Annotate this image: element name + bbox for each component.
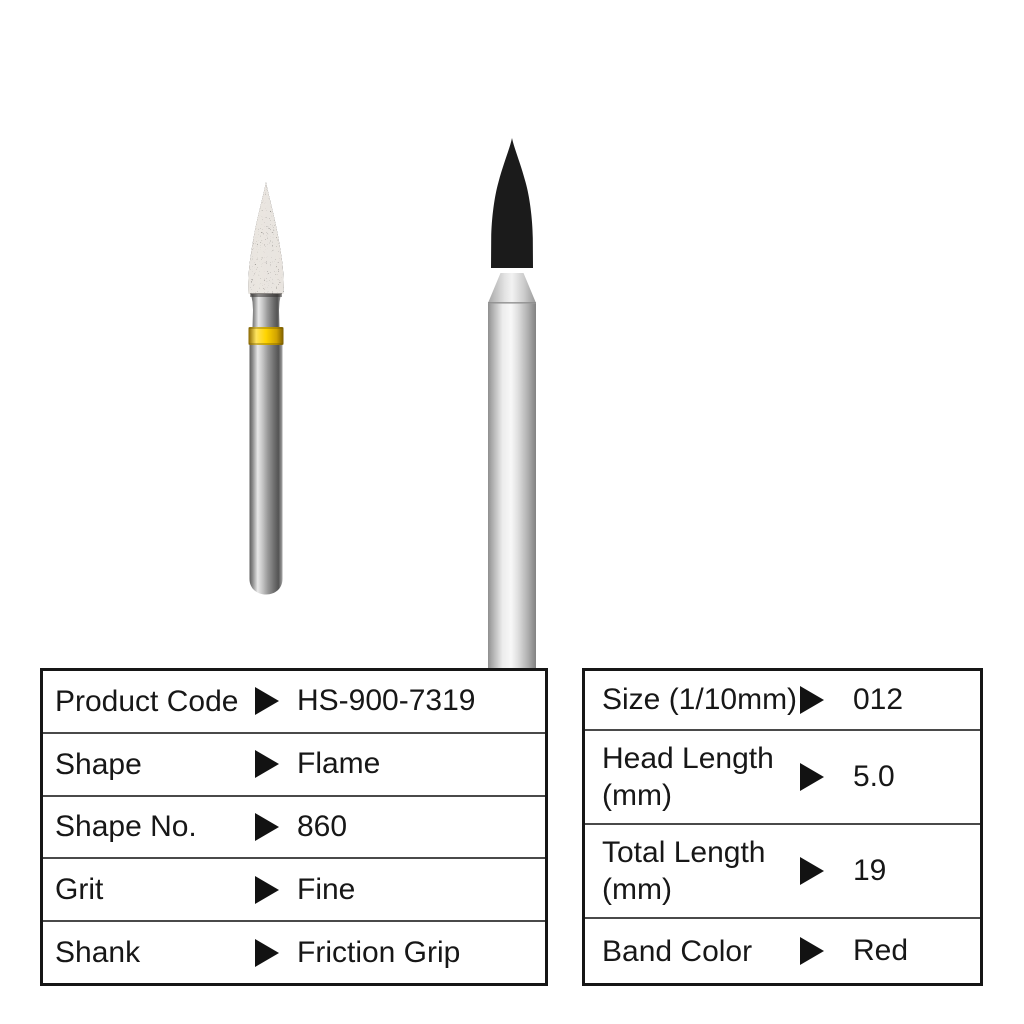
bur-illustration-shank (488, 304, 536, 668)
spec-row-total-length (585, 823, 980, 917)
spec-row-shank (43, 920, 545, 983)
spec-label: Band Color (602, 934, 753, 968)
bur-photo-band (249, 327, 284, 345)
spec-value: 860 (297, 809, 348, 843)
arrow-right-icon (255, 939, 279, 967)
arrow-right-icon (800, 937, 824, 965)
spec-row-band-color (585, 917, 980, 983)
spec-value: 19 (853, 854, 887, 888)
spec-label: Grit (55, 873, 104, 907)
arrow-right-icon (800, 763, 824, 791)
bur-photo-shank (250, 345, 283, 595)
spec-table-left (40, 668, 548, 986)
spec-row-product-code (43, 671, 545, 732)
spec-label: Head Length (mm) (602, 741, 774, 812)
spec-row-grit (43, 857, 545, 920)
arrow-right-icon (800, 686, 824, 714)
spec-label: Shank (55, 936, 141, 970)
spec-row-shape (43, 732, 545, 795)
spec-value: Red (853, 934, 909, 968)
spec-value: Flame (297, 747, 381, 781)
bur-illustration-junction-line (488, 302, 536, 303)
bur-photo-head (244, 178, 288, 298)
spec-row-size (585, 671, 980, 729)
spec-value: 5.0 (853, 759, 895, 793)
bur-photo-neck (250, 293, 282, 327)
spec-row-shape-no (43, 795, 545, 858)
arrow-right-icon (255, 687, 279, 715)
diamond-bur-photo (228, 176, 306, 600)
arrow-right-icon (255, 750, 279, 778)
spec-label: Shape No. (55, 810, 197, 844)
spec-label: Size (1/10mm) (602, 683, 798, 717)
spec-label: Total Length (mm) (602, 836, 766, 907)
spec-value: HS-900-7319 (297, 684, 476, 718)
arrow-right-icon (255, 813, 279, 841)
arrow-right-icon (255, 876, 279, 904)
flame-bur-shape-illustration (484, 134, 540, 668)
spec-label: Shape (55, 747, 142, 781)
bur-illustration-neck (488, 273, 536, 303)
spec-row-head-length (585, 729, 980, 823)
bur-illustration-head (491, 138, 533, 268)
spec-value: 012 (853, 682, 904, 716)
arrow-right-icon (800, 857, 824, 885)
spec-value: Friction Grip (297, 935, 461, 969)
spec-table-right (582, 668, 983, 986)
spec-value: Fine (297, 872, 356, 906)
spec-label: Product Code (55, 684, 239, 718)
